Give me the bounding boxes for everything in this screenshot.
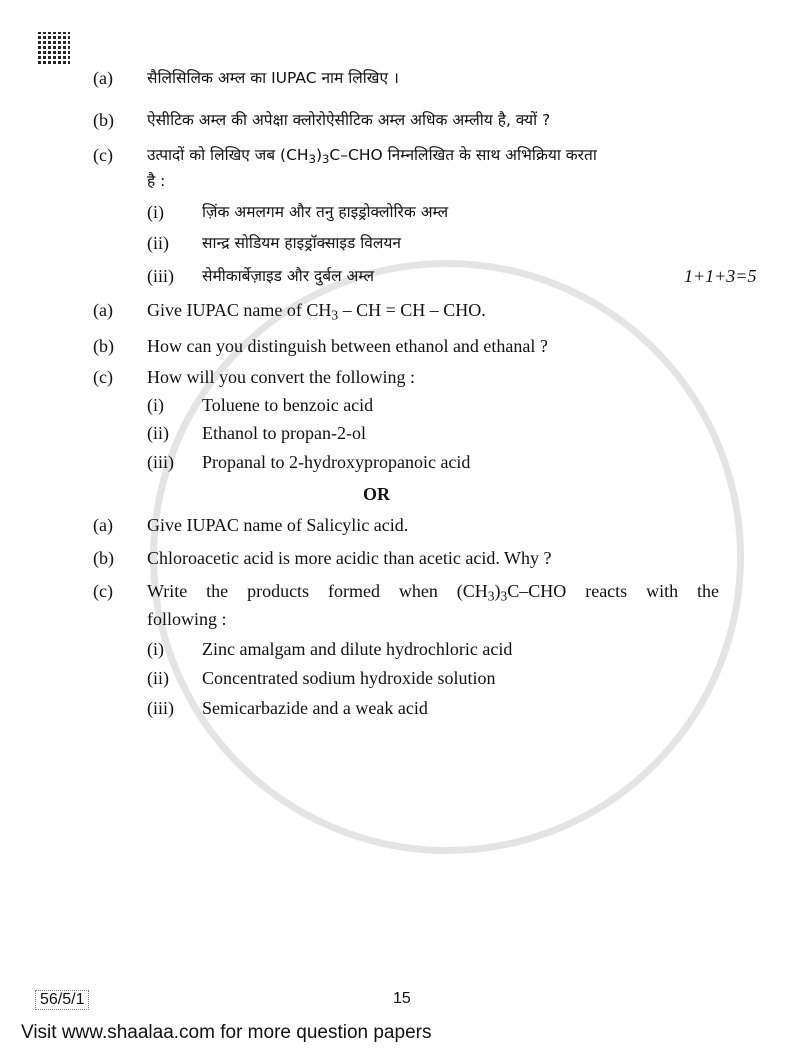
label: (iii) (147, 452, 174, 472)
text: Write the products formed when (CH (147, 581, 488, 601)
label: (i) (147, 639, 164, 659)
question-text (147, 144, 597, 166)
label: (c) (93, 367, 113, 387)
label: (c) (93, 145, 113, 165)
label: (a) (93, 515, 113, 535)
paper-code: 56/5/1 (35, 990, 89, 1010)
question-text: How can you distinguish between ethanol and ethanal ? (147, 336, 548, 356)
item-text: Concentrated sodium hydroxide solution (202, 668, 496, 688)
page-number: 15 (393, 990, 411, 1007)
label: (a) (93, 300, 113, 320)
question-text: Chloroacetic acid is more acidic than acetic acid. Why ? (147, 548, 552, 568)
label: (ii) (147, 668, 169, 688)
question-text: सैलिसिलिक अम्ल का IUPAC नाम लिखिए । (147, 69, 399, 87)
label: (ii) (147, 233, 169, 253)
label: (b) (93, 548, 114, 568)
subscript: 3 (308, 151, 316, 166)
item-text: ज़िंक अमलगम और तनु हाइड्रोक्लोरिक अम्ल (202, 203, 449, 221)
text: ) (494, 581, 501, 601)
item-text: Ethanol to propan-2-ol (202, 423, 366, 443)
question-text: ऐसीटिक अम्ल की अपेक्षा क्लोरोऐसीटिक अम्ल अधिक अम्लीय है, क्यों ? (147, 111, 551, 129)
label: (i) (147, 395, 164, 415)
label: (iii) (147, 266, 174, 286)
text: ) (315, 146, 323, 164)
qr-code (38, 32, 70, 64)
question-text: How will you convert the following : (147, 367, 415, 387)
or-heading: OR (363, 484, 390, 504)
text: Give IUPAC name of CH (147, 300, 332, 320)
label: (c) (93, 581, 113, 601)
subscript: 3 (500, 588, 508, 604)
subscript: 3 (322, 151, 330, 166)
item-text: सेमीकार्बेज़ाइड और दुर्बल अम्ल (202, 267, 374, 285)
text: C–CHO reacts with the (507, 581, 719, 601)
question-text: Give IUPAC name of Salicylic acid. (147, 515, 409, 535)
item-text: Zinc amalgam and dilute hydrochloric acid (202, 639, 513, 659)
question-text (147, 299, 486, 321)
subscript: 3 (331, 307, 339, 323)
item-text: Propanal to 2-hydroxypropanoic acid (202, 452, 471, 472)
label: (b) (93, 336, 114, 356)
item-text: Toluene to benzoic acid (202, 395, 374, 415)
label: (a) (93, 68, 113, 88)
question-text: है : (147, 172, 166, 190)
marks: 1+1+3=5 (684, 266, 757, 286)
text: – CH = CH – CHO. (338, 300, 486, 320)
question-text: following : (147, 609, 227, 629)
text: उत्पादों को लिखिए जब (CH (147, 146, 309, 164)
item-text: सान्द्र सोडियम हाइड्रॉक्साइड विलयन (202, 234, 401, 252)
label: (iii) (147, 698, 174, 718)
label: (ii) (147, 423, 169, 443)
label: (i) (147, 202, 164, 222)
subscript: 3 (487, 588, 495, 604)
label: (b) (93, 110, 114, 130)
text: C–CHO निम्नलिखित के साथ अभिक्रिया करता (329, 146, 597, 164)
question-text (147, 580, 719, 602)
item-text: Semicarbazide and a weak acid (202, 698, 428, 718)
visit-link[interactable]: Visit www.shaalaa.com for more question papers (21, 1022, 432, 1043)
